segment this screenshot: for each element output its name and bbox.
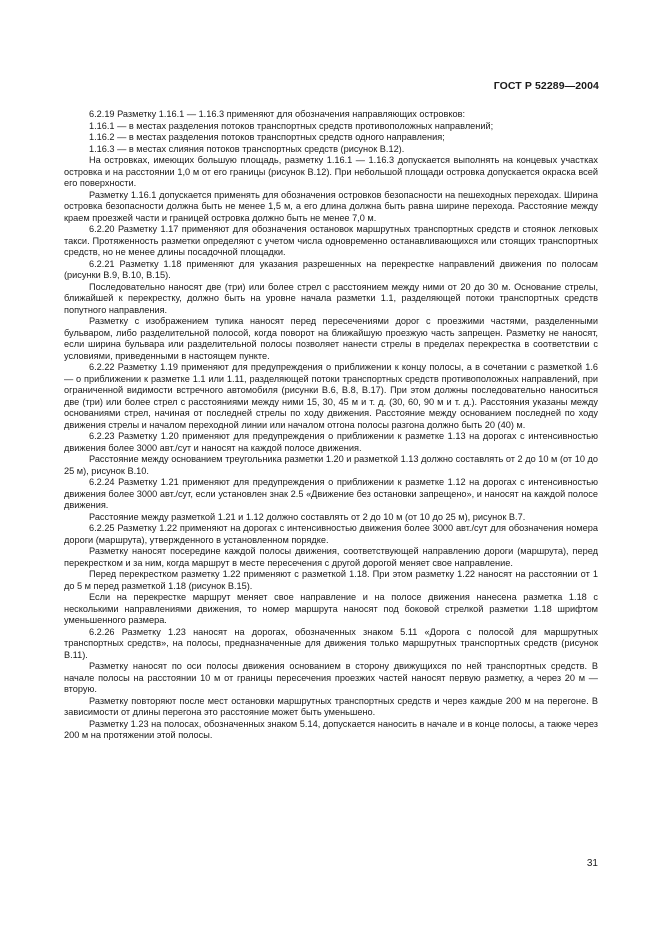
paragraph: 6.2.20 Разметку 1.17 применяют для обозначения остановок маршрутных транспортных средств и стоянок легковых такси. Протяженность разметки определяют с учетом числа одновременно останавливающихся или стоящих транспортных средств, но не менее длины посадочной площадки. xyxy=(64,224,598,257)
paragraph: На островках, имеющих большую площадь, разметку 1.16.1 — 1.16.3 допускается выполнять на концевых участках островка и на расстоянии 1,0 м от его границы (рисунок В.12). При небольшой площади островка допускается окраска всей его поверхности. xyxy=(64,155,598,188)
paragraph: 6.2.22 Разметку 1.19 применяют для предупреждения о приближении к концу полосы, а в сочетании с разметкой 1.6 — о приближении к разметке 1.1 или 1.11, разделяющей потоки транспортных средств противоположных направлений, при ограниченной видимости встречного автомобиля (рисунки В.6, В.8, В.17). При этом должны последовательно наноситься две (три) или более стрел с расстояниями между ними 15, 30, 45 м и т. д. (30, 60, 90 м и т. д.). Расстояния указаны между основаниями стрел, начиная от последней стрелы по ходу движения. Расстояние между основанием последней по ходу движения стрелы и началом переходной линии или началом отгона полосы разгона должно быть 20 (40) м. xyxy=(64,362,598,430)
page-number: 31 xyxy=(586,858,598,869)
paragraph: 6.2.24 Разметку 1.21 применяют для предупреждения о приближении к разметке 1.12 на дорогах с интенсивностью движения более 3000 авт./сут, если установлен знак 2.5 «Движение без остановки запрещено», и наносят на каждой полосе движения. xyxy=(64,477,598,510)
paragraph: Разметку наносят посередине каждой полосы движения, соответствующей направлению дороги (маршрута), перед перекрестком и за ним, когда маршрут в месте пересечения с другой дорогой меняет свое направление. xyxy=(64,546,598,568)
paragraph: Разметку наносят по оси полосы движения основанием в сторону движущихся по ней транспортных средств. В начале полосы на расстоянии 10 м от границы пересечения проезжих частей наносят первую разметку, а через 20 м — вторую. xyxy=(64,661,598,694)
paragraph: 6.2.25 Разметку 1.22 применяют на дорогах с интенсивностью движения более 3000 авт./сут для обозначения номера дороги (маршрута), утвержденного в установленном порядке. xyxy=(64,523,598,545)
paragraph: Расстояние между основанием треугольника разметки 1.20 и разметкой 1.13 должно составлять от 2 до 10 м (от 10 до 25 м), рисунок В.10. xyxy=(64,454,598,476)
paragraph: Последовательно наносят две (три) или более стрел с расстоянием между ними от 20 до 30 м. Основание стрелы, ближайшей к перекрестку, должно быть на уровне начала разметки 1.1, разделяющей потоки транспортных средств попутного направления. xyxy=(64,281,598,315)
standard-header: ГОСТ Р 52289—2004 xyxy=(493,80,599,92)
paragraph: 6.2.26 Разметку 1.23 наносят на дорогах, обозначенных знаком 5.11 «Дорога с полосой для маршрутных транспортных средств», на полосы, предназначенные для движения только маршрутных транспортных средств (рисунок В.11). xyxy=(64,626,598,660)
paragraph: Расстояние между разметкой 1.21 и 1.12 должно составлять от 2 до 10 м (от 10 до 25 м), рисунок В.7. xyxy=(89,511,526,522)
paragraph: Перед перекрестком разметку 1.22 применяют с разметкой 1.18. При этом разметку 1.22 наносят на расстоянии от 1 до 5 м перед разметкой 1.18 (рисунок В.15). xyxy=(64,569,598,591)
document-body xyxy=(64,109,598,742)
paragraph: 6.2.19 Разметку 1.16.1 — 1.16.3 применяют для обозначения направляющих островков: xyxy=(89,109,466,119)
paragraph: 6.2.21 Разметку 1.18 применяют для указания разрешенных на перекрестке направлений движения по полосам (рисунки В.9, В.10, В.15). xyxy=(64,258,598,280)
paragraph: Разметку с изображением тупика наносят перед пересечениями дорог с проезжими частями, разделенными бульваром, либо разделительной полосой, когда поворот на ближайшую проезжую часть запрещен. Разметку не наносят, если ширина бульвара или разделительной полосы позволяет нанести стрелы в пределах перекрестка в соответствии с условиями, приведенными в настоящем пункте. xyxy=(64,316,598,361)
paragraph: Если на перекрестке маршрут меняет свое направление и на полосе движения нанесена разметка 1.18 с несколькими направлениями движения, то номер маршрута наносят под боковой стрелкой разметки 1.18 шрифтом уменьшенного размера. xyxy=(64,592,598,625)
paragraph: 1.16.1 — в местах разделения потоков транспортных средств противоположных направлений; xyxy=(89,120,494,131)
paragraph: 1.16.2 — в местах разделения потоков транспортных средств одного направления; xyxy=(89,132,445,142)
paragraph: Разметку 1.23 на полосах, обозначенных знаком 5.14, допускается наносить в начале и в конце полосы, а также через 200 м на протяжении этой полосы. xyxy=(64,718,598,740)
paragraph: Разметку 1.16.1 допускается применять для обозначения островков безопасности на пешеходных переходах. Ширина островка безопасности должна быть не менее 1,5 м, а его длина должна быть равна ширине перехода. Расстояние между краем проезжей части и границей островка должно быть не менее 7,0 м. xyxy=(64,189,598,223)
paragraph: Разметку повторяют после мест остановки маршрутных транспортных средств и через каждые 200 м на перегоне. В зависимости от длины перегона это расстояние может быть уменьшено. xyxy=(64,695,598,717)
paragraph: 6.2.23 Разметку 1.20 применяют для предупреждения о приближении к разметке 1.13 на дорогах с интенсивностью движения более 3000 авт./сут и наносят на каждой полосе движения. xyxy=(64,431,598,453)
paragraph: 1.16.3 — в местах слияния потоков транспортных средств (рисунок В.12). xyxy=(89,143,405,154)
